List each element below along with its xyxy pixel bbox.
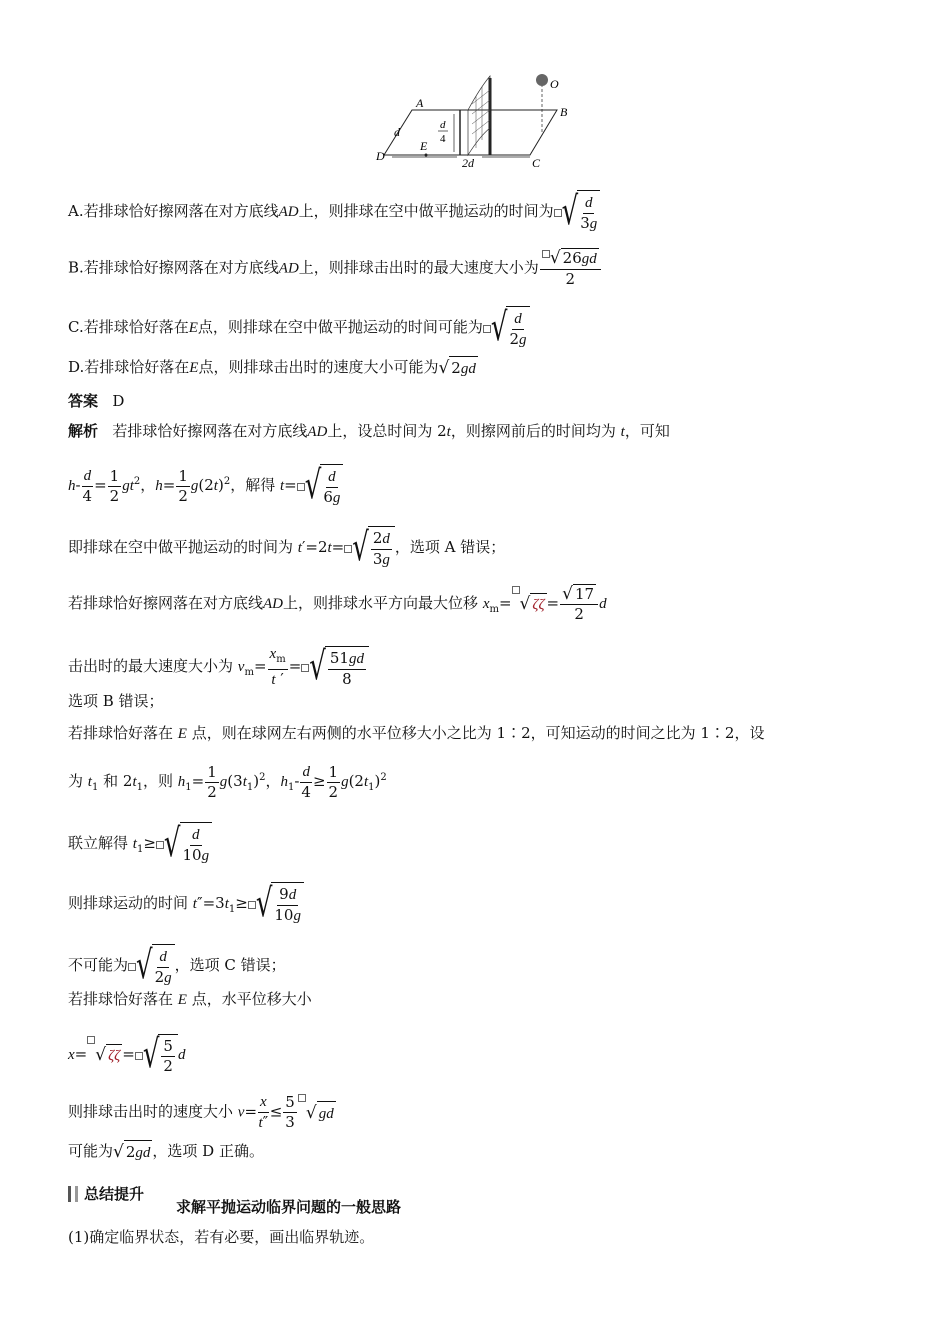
analysis-line-1: 解析 若排球恰好擦网落在对方底线AD上，设总时间为 2t，则擦网前后的时间均为 t，可知	[68, 422, 670, 440]
option-c: C.若排球恰好落在E点，则排球在空中做平抛运动的时间可能为 √ $\frac{d}{2g}$	[68, 306, 530, 350]
label-d4-num: d	[440, 119, 446, 131]
option-a: A.若排球恰好擦网落在对方底线AD上，则排球在空中做平抛运动的时间为 √ $\frac{d}{3g}$	[68, 190, 600, 234]
analysis-line-15: 可能为 √ 2gd ，选项 D 正确。	[68, 1142, 264, 1162]
analysis-line-6: 选项 B 错误；	[68, 692, 164, 710]
analysis-line-10: 则排球运动的时间 $t''=3t_1\ge$ √ $\frac{9d}{10g}$	[68, 882, 304, 926]
label-d: d	[394, 125, 400, 139]
analysis-line-2: h- $\frac{d}{4}$ = $\frac{1}{2}$ $gt^2$，h= $\frac{1}{2}$ $g(2t)^2$，解得 t= √ $\frac{d}{6g}$	[68, 464, 343, 508]
volleyball-court-figure	[372, 70, 582, 170]
label-E: E	[420, 139, 428, 153]
summary-item-1: (1)确定临界状态，若有必要，画出临界轨迹。	[68, 1228, 375, 1246]
analysis-line-12: 若排球恰好落在 E 点，水平位移大小	[68, 990, 312, 1008]
analysis-line-5: 击出时的最大速度大小为 $v_m=$ $\frac{x_m}{t '}$ = √ $\frac{51gd}{8}$	[68, 644, 369, 690]
label-2d: 2d	[462, 156, 474, 170]
analysis-line-7: 若排球恰好落在 E 点，则在球网左右两侧的水平位移大小之比为 1∶2，可知运动的时间之比为 1∶2，设	[68, 724, 765, 742]
analysis-line-9: 联立解得 $t_1\ge$ √ $\frac{d}{10g}$	[68, 822, 212, 866]
option-d: D.若排球恰好落在E点，则排球击出时的速度大小可能为 √ 2gd	[68, 358, 476, 378]
option-d-text: D.若排球恰好落在	[68, 358, 190, 376]
label-D: D	[376, 149, 385, 163]
answer-value: D	[112, 392, 125, 410]
analysis-line-13: x= √ ζζ = √ $\frac{5}{2}$ d	[68, 1032, 186, 1078]
summary-header	[68, 1183, 144, 1204]
label-d4-den: 4	[440, 133, 446, 145]
option-a-text: A.若排球恰好擦网落在对方底线	[68, 202, 279, 220]
analysis-line-8: 为 $t_1$ 和 $2t_1$，则 $h_1=$ $\frac{1}{2}$ $g(3t_1)^2$，$h_1-$ $\frac{d}{4}$ ≥ $\frac{1}{2}$ $g(2t_1)^2$	[68, 762, 387, 801]
summary-title: 求解平抛运动临界问题的一般思路	[176, 1198, 402, 1216]
summary-bookmark-icon	[68, 1186, 78, 1202]
label-O: O	[550, 77, 559, 91]
option-b-text: B.若排球恰好擦网落在对方底线	[68, 258, 279, 277]
label-C: C	[532, 156, 541, 170]
label-B: B	[560, 105, 568, 119]
answer	[68, 390, 124, 412]
analysis-line-3: 即排球在空中做平抛运动的时间为 t′=2t= √ $\frac{2d}{3g}$ ，选项 A 错误；	[68, 525, 506, 571]
analysis-line-11: 不可能为 √ $\frac{d}{2g}$ ，选项 C 错误；	[68, 943, 286, 989]
option-c-text: C.若排球恰好落在	[68, 318, 189, 336]
analysis-line-4: 若排球恰好擦网落在对方底线AD上，则排球水平方向最大位移 $x_m=$ √ ζζ = √ 17 2 d	[68, 583, 607, 623]
analysis-label: 解析	[68, 422, 99, 440]
option-b: B.若排球恰好擦网落在对方底线AD上，则排球击出时的最大速度大小为 √ 26gd 2	[68, 248, 602, 289]
answer-label: 答案	[68, 392, 99, 410]
summary-tag: 总结提升	[84, 1185, 145, 1203]
label-A: A	[416, 96, 424, 110]
analysis-line-14: 则排球击出时的速度大小 v= $\frac{x}{t''}$ ≤ $\frac{5}{3}$ √ gd	[68, 1093, 334, 1131]
